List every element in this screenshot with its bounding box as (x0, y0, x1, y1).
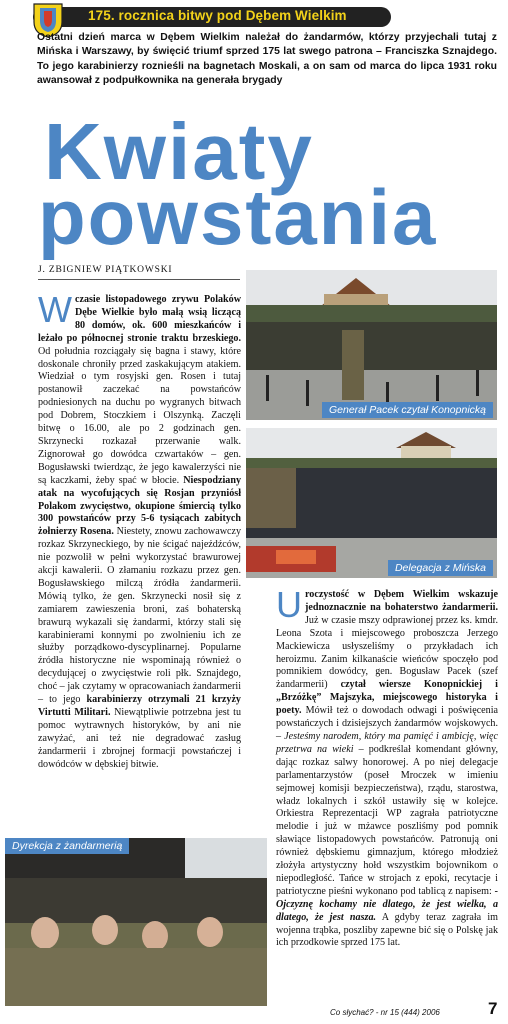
paragraph-text: Niestety, znowu zachowawczy rozkaz Skrzyneckiego, by nie ścigać najeźdźców, nie pozwolił w pełni wykorzystać brawurowej akcji kawalerii. O złamaniu rozkazu przez gen. Bogusławskiego milczą źródła żandarmerii. Mówią tylko, że gen. Skrzynecki nosił się z zamiarem zawieszenia broni, zaś bohaterską brawurą wykazali się żandarmi, którzy stali się karabinierami konnymi po zwolnieniu ich ze służby porządkowo-dyscyplinarnej. Popularne źródła historyczne nie wspominają również o decydującej o zwycięstwie roli płk. Sznajdego, choć – jak czytamy w opracowaniach żandarmerii – to jego (38, 526, 241, 706)
byline-divider (38, 279, 240, 280)
paragraph-text: A gdyby teraz zagrała im wojenna trąbka, poszliby zapewne bić się o Polskę jak ich przodkowie sprzed 175 lat. (276, 911, 498, 949)
photo-caption: Generał Pacek czytał Konopnicką (322, 402, 493, 418)
paragraph-bold: roczystość w Dębem Wielkim wskazuje jednoznacznie na bohaterstwo żandarmerii. (305, 589, 498, 613)
paragraph-text: Niewątpliwie potrzebna jest tu pomoc wytrawnych historyków, by ani nie zawyżać, ani też nie degradować zasług żandarmerii i zbrojnej formacji powstańczej i dowódców w dębskiej bitwie. (38, 707, 241, 770)
photo-image (246, 270, 497, 420)
drop-cap: W (38, 289, 72, 330)
section-title: 175. rocznica bitwy pod Dębem Wielkim (88, 8, 347, 23)
paragraph-bold: czasie listopadowego zrywu Polaków Dębe Wielkie było małą wsią liczącą 80 domów, ok. 600 mieszkańców i leżało po północnej stronie traktu brzeskiego. (38, 294, 241, 344)
photo-caption: Dyrekcja z żandarmerią (5, 838, 129, 854)
inscription-quote: - Ojczyznę kochamy nie dlatego, że jest wielka, a dlatego, że jest nasza. (276, 885, 498, 923)
paragraph-bold: czytał wiersze Konopnickiej i „Brzóżkę” Majszyka, miejscowego historyka i poety. (276, 679, 498, 717)
paragraph-quote: – Jesteśmy narodem, który ma pamięć i ambicję, więc przetrwa na wieki (276, 730, 498, 755)
article-column-right (276, 584, 498, 950)
article-lead: Ostatni dzień marca w Dębem Wielkim należał do żandarmów, którzy przyjechali tutaj z Mińska i Warszawy, by święcić triumf sprzed 175 lat swego patrona – Franciszka Sznajdego. To jego karabinierzy roznieśli na bagnetach Moskali, a on sam od marca do lipca 1931 roku awansował z podpułkownika na generała brygady (37, 32, 497, 86)
headline-line-2: powstania (38, 173, 438, 261)
paragraph-text: Mówił też o dowodach odwagi i poświęcenia powstańczych i dzisiejszych żandarmów wojskowych. (276, 705, 498, 730)
paragraph-text: Już w czasie mszy odprawionej przez ks. kmdr. Leona Szota i miejscowego proboszcza Jerzego Mackiewicza usłyszeliśmy o przykładach ich heroizmu. Zanim kilkanaście wieńców spoczęło pod pomnikiem dowódcy, gen. Bogusław Pacek (szef żandarmerii) (276, 614, 498, 691)
photo-delegation (246, 428, 497, 578)
photo-general-reading (246, 270, 497, 420)
photo-image (5, 838, 267, 1006)
article-column-left (38, 289, 241, 772)
drop-cap: U (276, 584, 302, 625)
page-number: 7 (488, 999, 498, 1018)
paragraph-text: Od południa rozciągały się bagna i stawy, które doskonale chroniły przed zaskakującym atakiem. Wiedział o tym rosyjski gen. Rosen i tutaj postanowił zaczekać na powstańców podniesionych na duchu po wygranych bitwach pod Dobrem, Stoczkiem i Olszynką. Zaczęli bitwę o 16.00, ale po 2 godzinach gen. Skrzynecki rozkazał przerwanie walk. Zignorował go dowódca czwartaków – gen. Bogusławski twierdząc, że jego kawalerzyści nie są kaczkami, żeby spać w błocie. (38, 345, 241, 486)
paragraph-bold: karabinierzy otrzymali 21 krzyży Virtutti Militari. (38, 694, 241, 718)
headline-line-1: Kwiaty (44, 107, 314, 196)
author-byline: J. ZBIGNIEW PIĄTKOWSKI (38, 265, 173, 275)
photo-caption: Delegacja z Mińska (388, 560, 493, 576)
paragraph-text: – podkreślał komendant główny, dając rozkaz salwy honorowej. A po niej delegacje parlamentarzystów (poseł Mroczek w imieniu sejmowej komisji bezpieczeństwa), rządu, starostwa, władz lokalnych i szkół ustawiły się w kolejce. Orkiestra Reprezentacji WP zagrała patriotyczne melodie i już w mżawce poszliśmy pod pomnik sławiące listopadowych powstańców. Patronują oni również dębskiemu gimnazjum, którego młodzież złożyła artystyczny hołd wszystkim bojownikom o niepodległość. Tańce w strojach z epoki, recytacje i patriotyczne pieśni wykonano pod tablicą z napisem: (276, 743, 498, 897)
paragraph-bold: Niespodziany atak na wycofujących się Rosjan przyniósł Polakom zwycięstwo, okupione śmiercią tylko 300 powstańców przy 5-6 tysiącach zabitych żołnierzy Rosena. (38, 474, 241, 538)
photo-audience (5, 838, 267, 1006)
photo-image (246, 428, 497, 578)
issue-footer: Co słychać? - nr 15 (444) 2006 (330, 1008, 440, 1017)
